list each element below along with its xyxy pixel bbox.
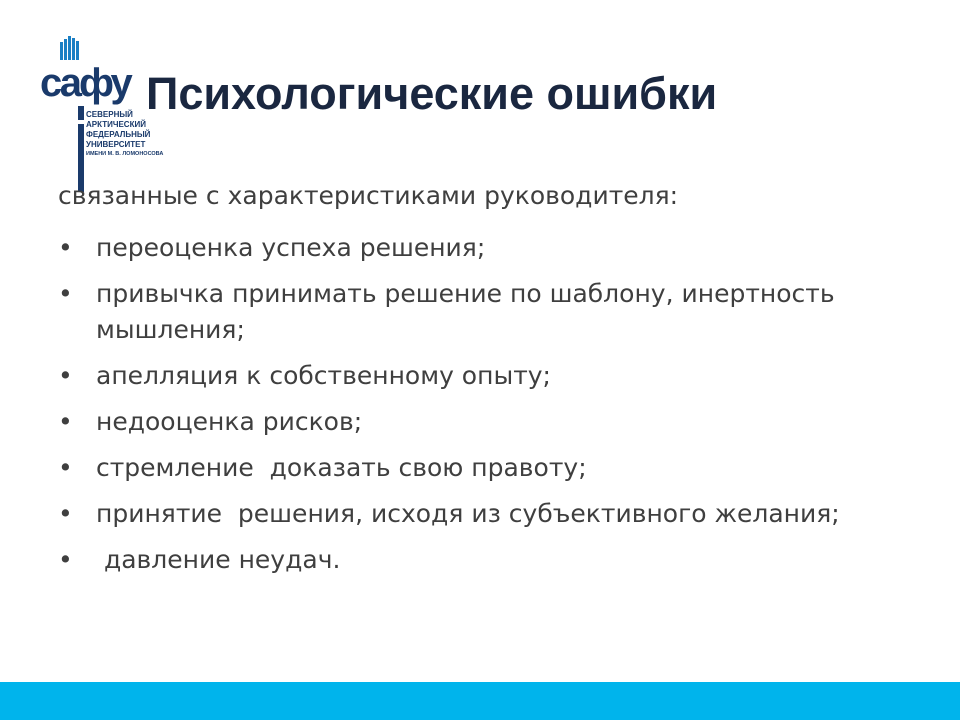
list-item-text: привычка принимать решение по шаблону, инертность мышления;	[96, 279, 843, 344]
book-icon	[60, 36, 82, 60]
intro-text: связанные с характеристиками руководителя:	[58, 181, 679, 210]
list-item-text: переоценка успеха решения;	[96, 233, 486, 262]
logo-wordmark: сафу	[40, 61, 130, 105]
logo-line: ФЕДЕРАЛЬНЫЙ	[86, 130, 151, 139]
list-item	[58, 450, 908, 486]
bullet-list	[58, 230, 908, 578]
bullet-icon: •	[58, 545, 73, 574]
list-item	[58, 542, 908, 578]
bullet-icon: •	[58, 453, 73, 482]
bullet-icon: •	[58, 233, 73, 262]
list-item-text: принятие решения, исходя из субъективного желания;	[96, 499, 840, 528]
footer-bar	[0, 682, 960, 720]
bullet-icon: •	[58, 407, 73, 436]
slide-content	[58, 176, 908, 588]
bullet-icon: •	[58, 499, 73, 528]
list-item	[58, 276, 908, 348]
list-item	[58, 358, 908, 394]
list-item-text: апелляция к собственному опыту;	[96, 361, 551, 390]
university-logo	[40, 36, 164, 176]
logo-line: АРКТИЧЕСКИЙ	[86, 120, 146, 129]
logo-line: УНИВЕРСИТЕТ	[86, 140, 146, 149]
logo-line: ИМЕНИ М. В. ЛОМОНОСОВА	[86, 151, 164, 157]
bullet-icon: •	[58, 361, 73, 390]
slide-title: Психологические ошибки	[146, 68, 718, 119]
list-item	[58, 404, 908, 440]
list-item-text: стремление доказать свою правоту;	[96, 453, 587, 482]
list-item-text: давление неудач.	[96, 545, 341, 574]
list-item	[58, 496, 908, 532]
bullet-icon: •	[58, 279, 73, 308]
logo-line: СЕВЕРНЫЙ	[86, 110, 133, 119]
list-item-text: недооценка рисков;	[96, 407, 363, 436]
list-item	[58, 230, 908, 266]
